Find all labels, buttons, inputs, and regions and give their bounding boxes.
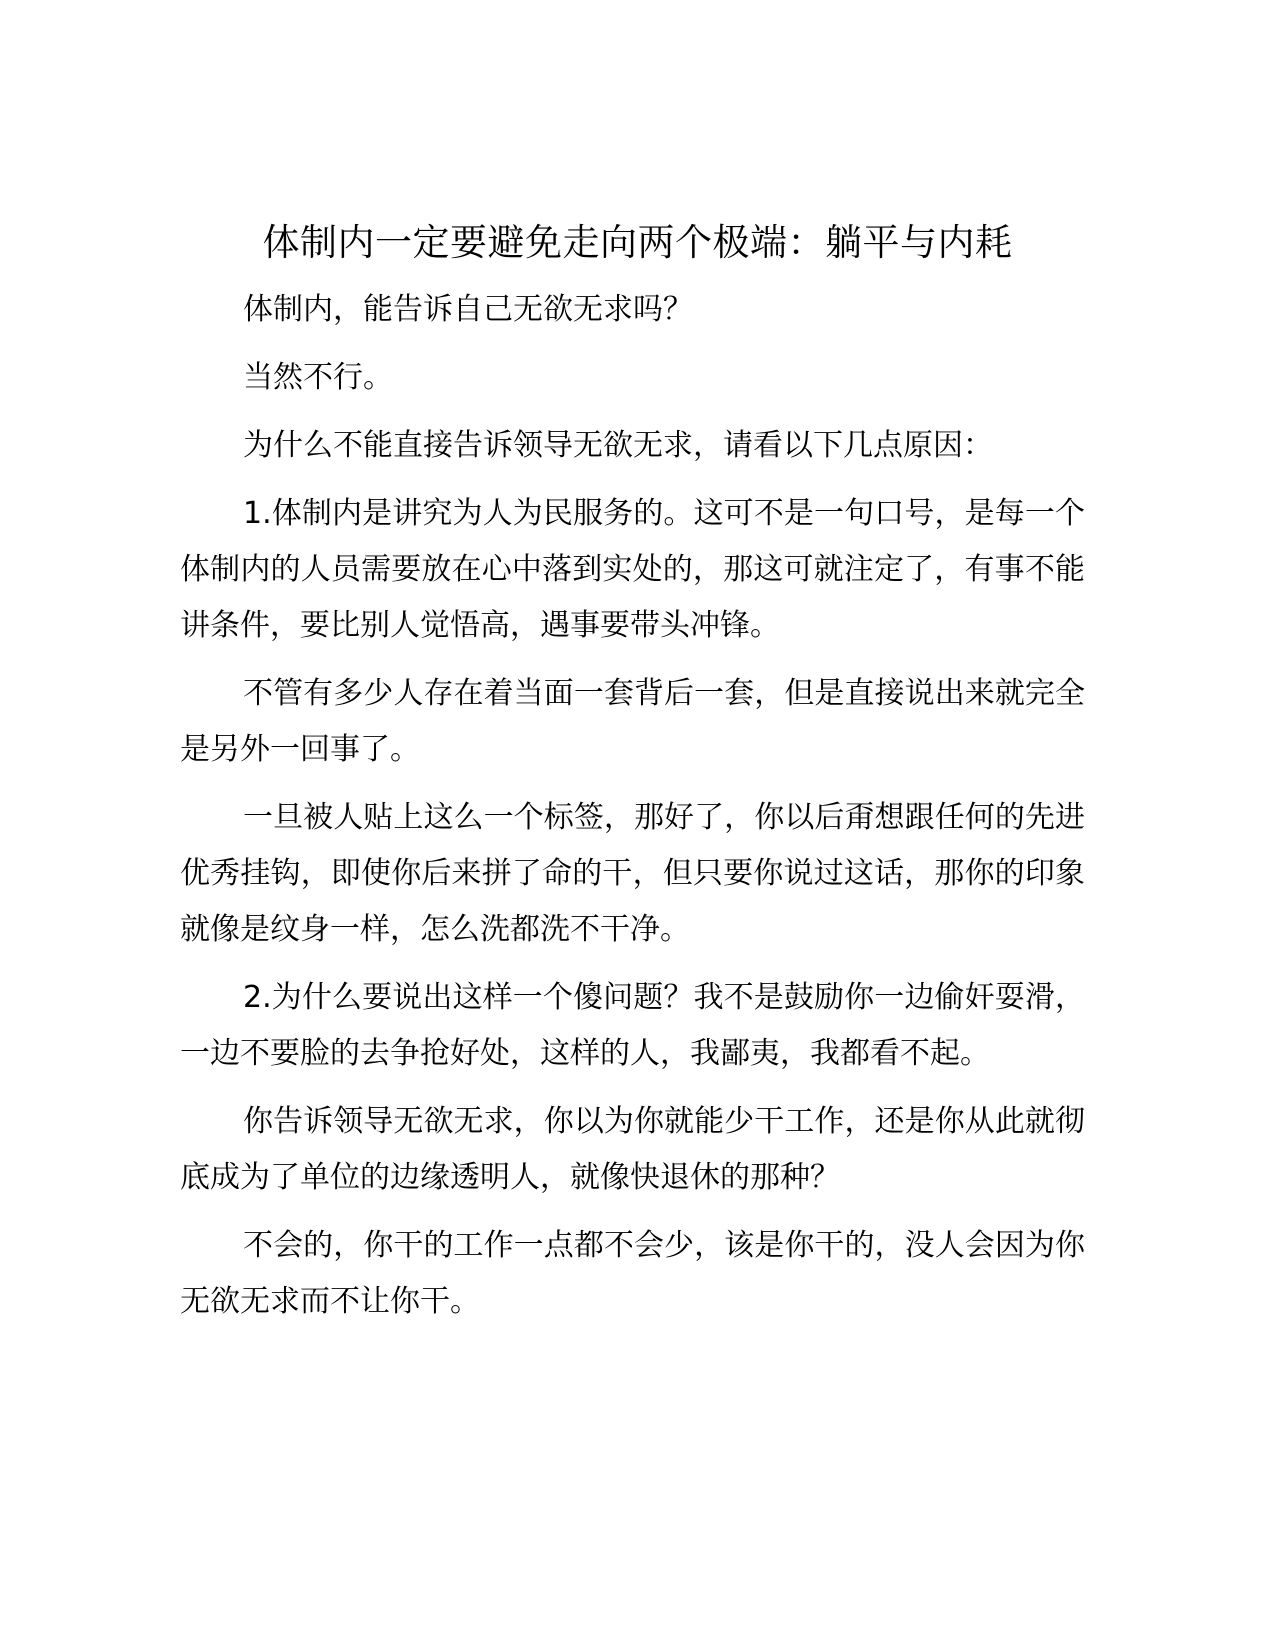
paragraph: 不管有多少人存在着当面一套背后一套，但是直接说出来就完全是另外一回事了。 (180, 676, 1085, 767)
paragraph: 体制内，能告诉自己无欲无求吗？ (243, 292, 693, 327)
paragraph: 你告诉领导无欲无求，你以为你就能少干工作，还是你从此就彻底成为了单位的边缘透明人，就像快退休的那种？ (180, 1104, 1085, 1195)
document-body (180, 282, 1085, 1342)
paragraph: 一旦被人贴上这么一个标签，那好了，你以后甭想跟任何的先进优秀挂钩，即使你后来拼了命的干，但只要你说过这话，那你的印象就像是纹身一样，怎么洗都洗不干净。 (180, 800, 1085, 947)
paragraph: 不会的，你干的工作一点都不会少，该是你干的，没人会因为你无欲无求而不让你干。 (180, 1228, 1085, 1319)
paragraph: 2.为什么要说出这样一个傻问题？我不是鼓励你一边偷奸耍滑，一边不要脸的去争抢好处，这样的人，我鄙夷，我都看不起。 (180, 980, 1085, 1071)
paragraph: 1.体制内是讲究为人为民服务的。这可不是一句口号，是每一个体制内的人员需要放在心中落到实处的，那这可就注定了，有事不能讲条件，要比别人觉悟高，遇事要带头冲锋。 (180, 496, 1085, 643)
paragraph: 当然不行。 (243, 360, 393, 395)
document-title: 体制内一定要避免走向两个极端：躺平与内耗 (262, 221, 1013, 264)
paragraph: 为什么不能直接告诉领导无欲无求，请看以下几点原因： (243, 428, 993, 463)
